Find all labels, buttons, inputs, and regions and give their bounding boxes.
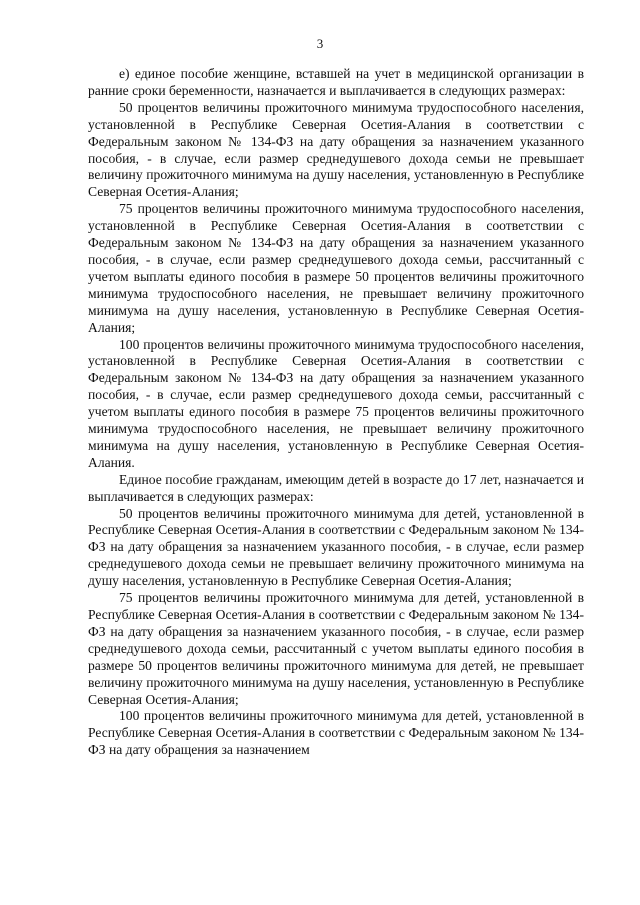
page-number: 3 [316,36,324,51]
paragraph-75-percent-children: 75 процентов величины прожиточного минимума для детей, установленной в Республике Северная Осетия-Алания в соответствии с Федеральным законом № 134-ФЗ на дату обращения за назначением указанного пособия, - в случае, если размер среднедушевого дохода семьи, рассчитанный с учетом выплаты единого пособия в размере 50 процентов величины прожиточного минимума для детей, не превышает величину прожиточного минимума на душу населения, установленную в Республике Северная Осетия-Алания; [88,590,584,707]
paragraph-100-percent-working-population: 100 процентов величины прожиточного минимума трудоспособного населения, установленной в Республике Северная Осетия-Алания в соответствии с Федеральным законом № 134-ФЗ на дату обращения за назначением указанного пособия, - в случае, если размер среднедушевого дохода семьи, рассчитанный с учетом выплаты единого пособия в размере 75 процентов величины прожиточного минимума трудоспособного населения, не превышает величину прожиточного минимума на душу населения, установленную в Республике Северная Осетия-Алания. [88,336,584,470]
paragraph-e-intro: е) единое пособие женщине, вставшей на учет в медицинской организации в ранние сроки беременности, назначается и выплачивается в следующих размерах: [88,66,584,98]
paragraph-100-percent-children: 100 процентов величины прожиточного минимума для детей, установленной в Республике Северная Осетия-Алания в соответствии с Федеральным законом № 134-ФЗ на дату обращения за назначением [88,708,584,758]
document-body [88,66,584,759]
paragraph-50-percent-children: 50 процентов величины прожиточного минимума для детей, установленной в Республике Северная Осетия-Алания в соответствии с Федеральным законом № 134-ФЗ на дату обращения за назначением указанного пособия, - в случае, если размер среднедушевого дохода семьи не превышает величину прожиточного минимума на душу населения, установленную в Республике Северная Осетия-Алания; [88,505,584,589]
paragraph-50-percent-working-population: 50 процентов величины прожиточного минимума трудоспособного населения, установленной в Республике Северная Осетия-Алания в соответствии с Федеральным законом № 134-ФЗ на дату обращения за назначением указанного пособия, - в случае, если размер среднедушевого дохода семьи не превышает величину прожиточного минимума на душу населения, установленную в Республике Северная Осетия-Алания; [88,99,584,200]
paragraph-children-intro: Единое пособие гражданам, имеющим детей в возрасте до 17 лет, назначается и выплачивается в следующих размерах: [88,471,584,504]
paragraph-75-percent-working-population: 75 процентов величины прожиточного минимума трудоспособного населения, установленной в Республике Северная Осетия-Алания в соответствии с Федеральным законом № 134-ФЗ на дату обращения за назначением указанного пособия, - в случае, если размер среднедушевого дохода семьи, рассчитанный с учетом выплаты единого пособия в размере 50 процентов величины прожиточного минимума трудоспособного населения, не превышает величину прожиточного минимума на душу населения, установленную в Республике Северная Осетия-Алания; [88,201,584,335]
